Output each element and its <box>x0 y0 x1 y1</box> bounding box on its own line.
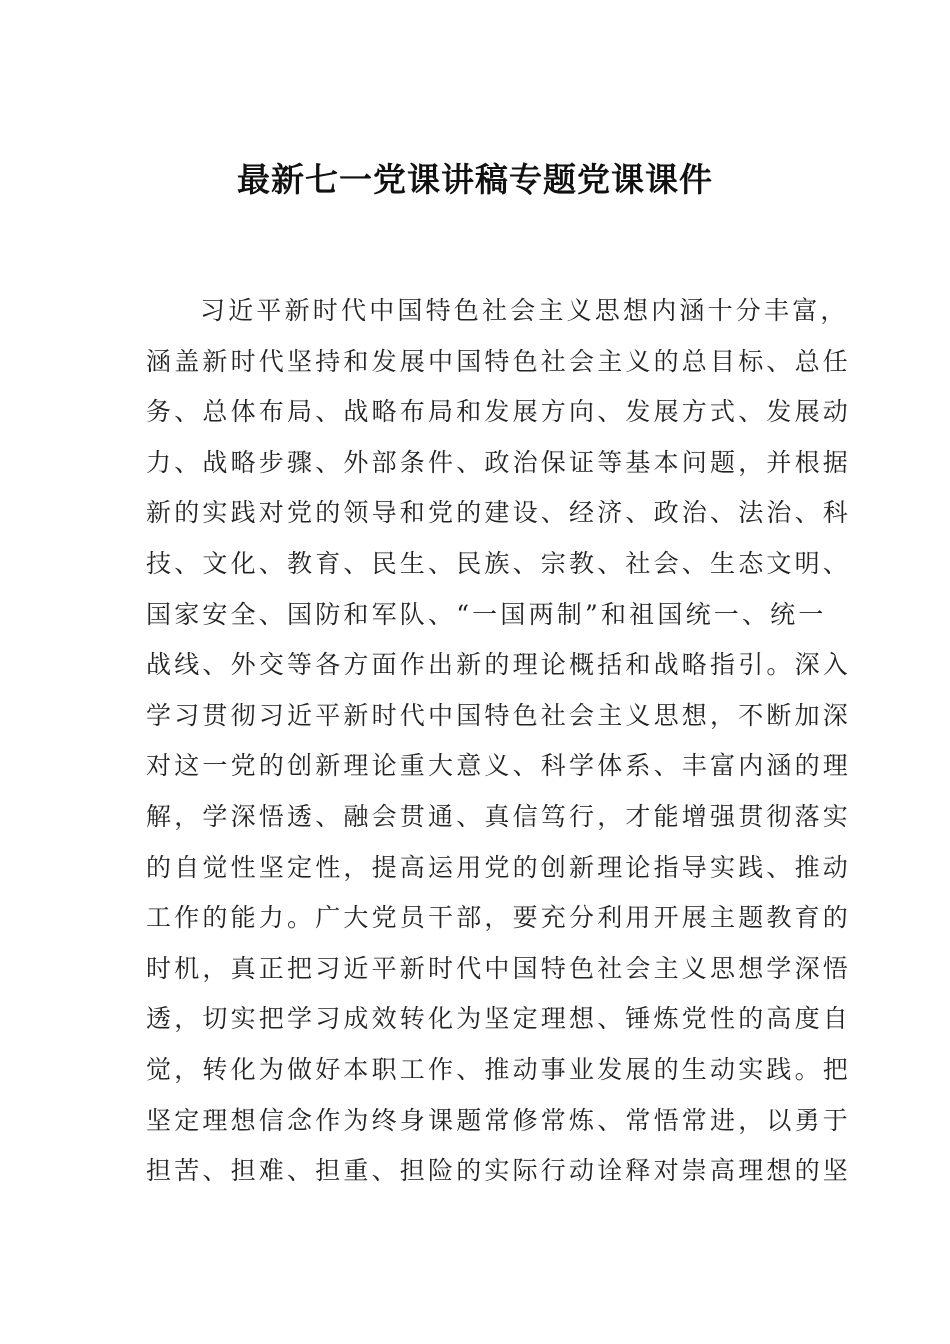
paragraph-line: 新的实践对党的领导和党的建设、经济、政治、法治、科 <box>146 498 852 528</box>
paragraph-line: 觉，转化为做好本职工作、推动事业发展的生动实践。把 <box>146 1054 852 1084</box>
paragraph-line: 习近平新时代中国特色社会主义思想内涵十分丰富， <box>200 296 849 325</box>
paragraph-line: 学习贯彻习近平新时代中国特色社会主义思想，不断加深 <box>146 700 852 730</box>
paragraph-line: 时机，真正把习近平新时代中国特色社会主义思想学深悟 <box>146 953 852 983</box>
paragraph-line: 技、文化、教育、民生、民族、宗教、社会、生态文明、 <box>146 548 852 578</box>
paragraph-line: 透，切实把学习成效转化为坚定理想、锤炼党性的高度自 <box>146 1004 852 1034</box>
paragraph-line: 担苦、担难、担重、担险的实际行动诠释对崇高理想的坚 <box>146 1156 852 1186</box>
paragraph-line: 国家安全、国防和军队、“一国两制”和祖国统一、统一 <box>146 599 827 629</box>
paragraph-line: 力、战略步骤、外部条件、政治保证等基本问题，并根据 <box>146 447 852 477</box>
paragraph-line: 坚定理想信念作为终身课题常修常炼、常悟常进，以勇于 <box>146 1105 852 1135</box>
paragraph-line: 解，学深悟透、融会贯通、真信笃行，才能增强贯彻落实 <box>146 801 852 831</box>
paragraph-line: 务、总体布局、战略布局和发展方向、发展方式、发展动 <box>146 397 852 427</box>
paragraph-line: 的自觉性坚定性，提高运用党的创新理论指导实践、推动 <box>146 852 852 882</box>
paragraph-line: 战线、外交等各方面作出新的理论概括和战略指引。深入 <box>146 650 852 680</box>
paragraph-line: 对这一党的创新理论重大意义、科学体系、丰富内涵的理 <box>146 751 852 781</box>
paragraph-line: 工作的能力。广大党员干部，要充分利用开展主题教育的 <box>146 903 852 933</box>
document-body <box>146 286 852 1197</box>
paragraph-line: 涵盖新时代坚持和发展中国特色社会主义的总目标、总任 <box>146 346 852 376</box>
document-title: 最新七一党课讲稿专题党课课件 <box>237 160 713 199</box>
